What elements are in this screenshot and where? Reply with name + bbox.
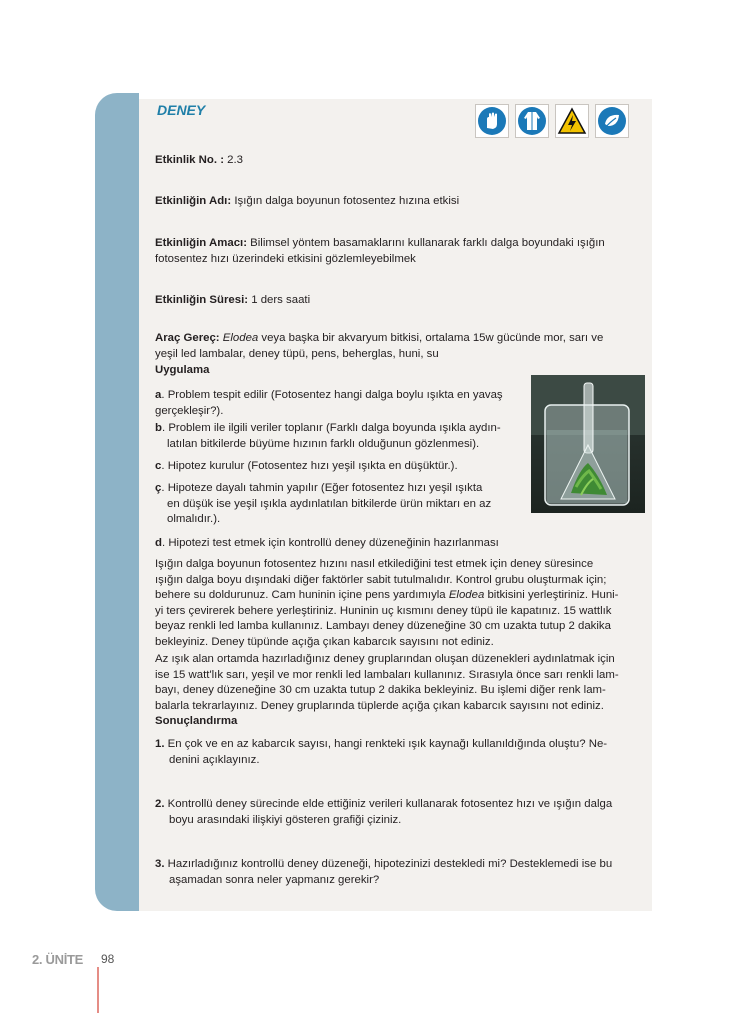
list-item: c. Hipotez kurulur (Fotosentez hızı yeşil ışıkta en düşüktür.). [155, 460, 458, 472]
procedure-paragraph-2: Az ışık alan ortamda hazırladığınız deney gruplarından oluşan düzenekleri aydınlatmak için ise 15 watt'lık sarı, yeşil ve mor renkli led lambaları kullanınız. Sırasıyla önce sarı renkli lam- bayı, deney düzeneğine 30 cm uzakta tutup 2 dakika bekleyiniz. Bu işlemi diğer renk lam- balarla tekrarlayınız. Deney gruplarında tüplerde açığa çıkan kabarcık sayısını not ediniz. [155, 653, 619, 712]
activity-no: Etkinlik No. : 2.3 [155, 154, 243, 166]
left-sidebar-band [95, 93, 139, 911]
activity-duration: Etkinliğin Süresi: 1 ders saati [155, 294, 311, 306]
question-item: 2. Kontrollü deney sürecinde elde ettiğiniz verileri kullanarak fotosentez hızı ve ışığın dalga boyu arasındaki ilişkiyi gösteren grafiği çiziniz. [155, 798, 613, 826]
question-item: 3. Hazırladığınız kontrollü deney düzeneği, hipotezinizi destekledi mi? Desteklemedi ise bu aşamadan sonra neler yapmanız gerekir? [155, 858, 613, 886]
hand-protection-icon [475, 104, 509, 138]
procedure-paragraph-1: Işığın dalga boyunun fotosentez hızını nasıl etkilediğini test etmek için deney süresince ışığın dalga boyu dışındaki diğer faktörler sabit tutulmalıdır. Kontrol grubu oluşturmak için; behere su doldurunuz. Cam huninin içine pens yardımıyla Elodea bitkisini yerleştiriniz. Huni- yi ters çevirerek behere yerleştiriniz. Huninin uç kısmını deney tüpü ile kapatınız. 15 wattlık beyaz renkli led lamba kullanınız. Lambayı deney düzeneğine 30 cm uzakta tutup 2 dakika bekleyiniz. Deney tüpünde açığa çıkan kabarcık sayısını not ediniz. [155, 558, 619, 648]
activity-name: Etkinliğin Adı: Işığın dalga boyunun fotosentez hızına etkisi [155, 195, 460, 207]
experiment-photo [531, 375, 645, 513]
electric-hazard-icon [555, 104, 589, 138]
list-item: ç. Hipoteze dayalı tahmin yapılır (Eğer fotosentez hızı yeşil ışıkta en düşük ise yeşil ışıkla aydınlatılan bitkilerde ürün miktarı en az olmalıdır.). [155, 482, 492, 525]
question-item: 1. En çok ve en az kabarcık sayısı, hangi renkteki ışık kaynağı kullanıldığında oluştu? Ne- denini açıklayınız. [155, 738, 608, 766]
footer-divider [97, 967, 99, 1013]
application-heading: Uygulama [155, 364, 210, 376]
list-item: b. Problem ile ilgili veriler toplanır (Farklı dalga boyunda ışıkla aydın- latılan bitkilerde büyüme hızının farklı olduğunun gözlenmesi). [155, 422, 501, 450]
list-item: d. Hipotezi test etmek için kontrollü deney düzeneğinin hazırlanması [155, 537, 499, 549]
list-item: a. Problem tespit edilir (Fotosentez hangi dalga boylu ışıkta en yavaş gerçekleşir?). [155, 389, 503, 417]
safety-icons [475, 104, 629, 138]
nature-safety-icon [595, 104, 629, 138]
conclusion-heading: Sonuçlandırma [155, 715, 238, 727]
unit-label: 2. ÜNİTE [32, 952, 84, 967]
activity-tools: Araç Gereç: Elodea veya başka bir akvaryum bitkisi, ortalama 15w gücünde mor, sarı ve yeşil led lambalar, deney tüpü, pens, beherglas, huni, su [155, 332, 604, 360]
lab-coat-icon [515, 104, 549, 138]
activity-purpose: Etkinliğin Amacı: Bilimsel yöntem basamaklarını kullanarak farklı dalga boyundaki ışığın fotosentez hızı üzerindeki etkisini gözlemleyebilmek [155, 237, 605, 265]
page-title: DENEY [157, 102, 206, 118]
page-number: 98 [101, 952, 115, 966]
